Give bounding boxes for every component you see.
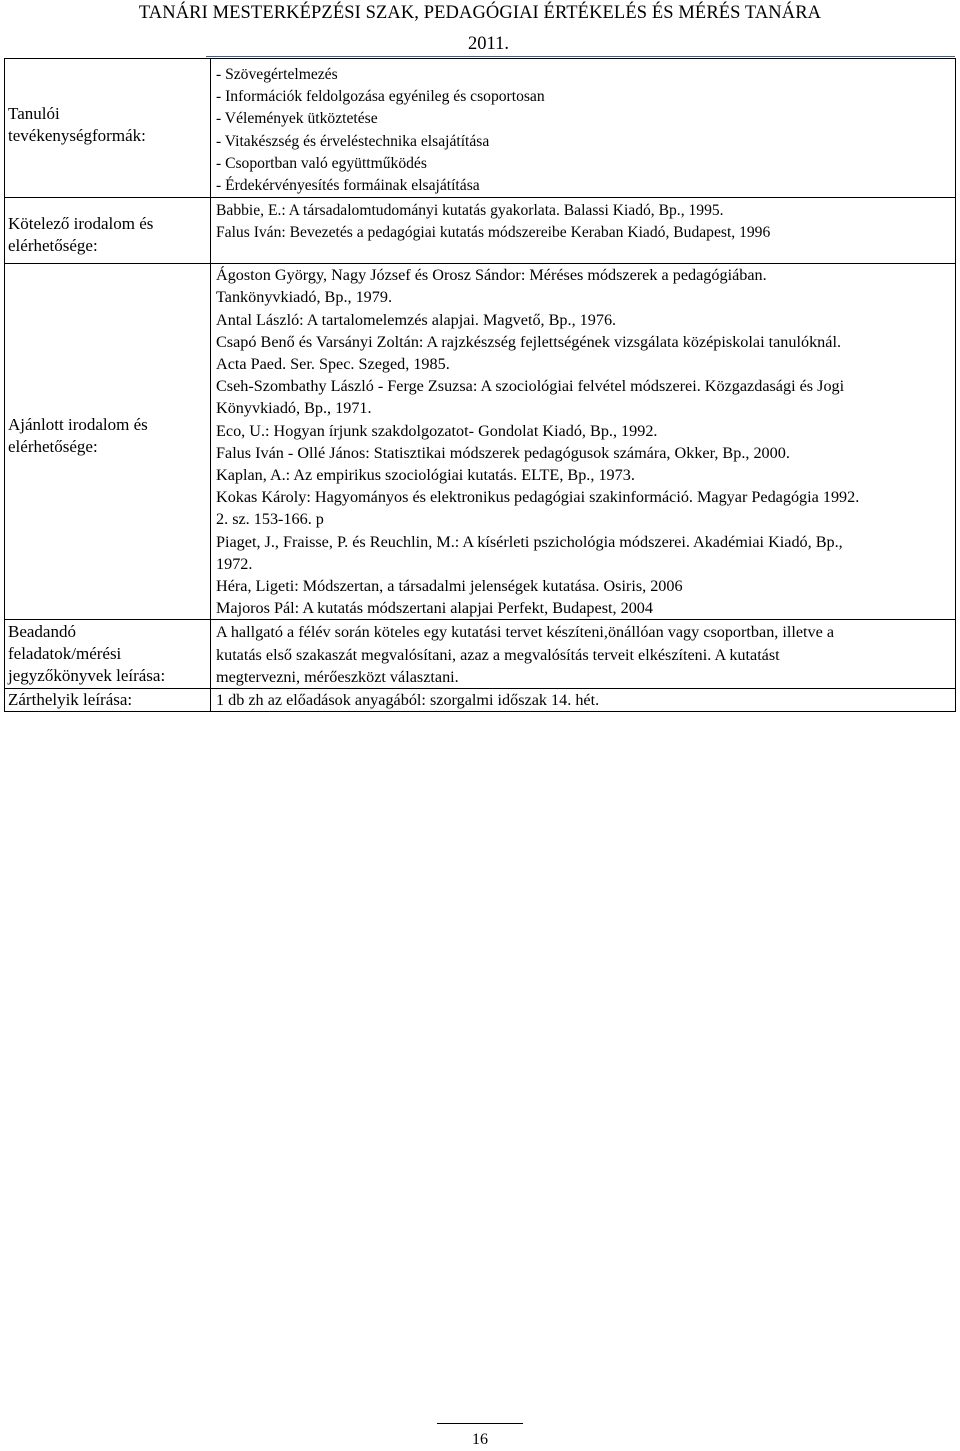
list-item: kutatás első szakaszát megvalósítani, azaz a megvalósítás terveit elkészíteni. A kutatást [216, 645, 780, 664]
label-activities-1: Tanulói [8, 104, 60, 123]
document-header-title: TANÁRI MESTERKÉPZÉSI SZAK, PEDAGÓGIAI ÉRTÉKELÉS ÉS MÉRÉS TANÁRA [138, 3, 822, 23]
label-assignments-3: jegyzőkönyvek leírása: [8, 666, 166, 686]
label-recommended-1: Ajánlott irodalom és [8, 415, 148, 435]
content-cell-recommended [211, 264, 956, 620]
list-item: - Vitakészség és érveléstechnika elsajátítása [216, 132, 490, 150]
list-item: Falus Iván - Ollé János: Statisztikai módszerek pedagógusok számára, Okker, Bp., 2000. [216, 443, 790, 462]
header-divider [206, 56, 955, 57]
label-exam-1: Zárthelyik leírása: [8, 690, 133, 710]
list-item: 1 db zh az előadások anyagából: szorgalmi időszak 14. hét. [216, 691, 600, 710]
list-item: 1972. [216, 554, 253, 573]
list-item: Antal László: A tartalomelemzés alapjai. Magvető, Bp., 1976. [216, 310, 617, 329]
list-item: Kokas Károly: Hagyományos és elektronikus pedagógiai szakinformáció. Magyar Pedagógia 1992. [216, 488, 860, 507]
list-item: Babbie, E.: A társadalomtudományi kutatás gyakorlata. Balassi Kiadó, Bp., 1995. [216, 202, 724, 220]
table-row-activities [5, 59, 956, 198]
table-row-recommended-literature [5, 264, 956, 620]
list-item: Könyvkiadó, Bp., 1971. [216, 399, 372, 418]
list-item: Csapó Benő és Varsányi Zoltán: A rajzkészség fejlettségének vizsgálata középiskolai tanulóknál. [216, 332, 841, 351]
course-description-table [4, 58, 956, 712]
content-cell-assignments [211, 620, 956, 689]
table-row-exam [5, 689, 956, 712]
label-cell-recommended [5, 264, 211, 620]
label-cell-activities [5, 59, 211, 198]
content-cell-required [211, 198, 956, 264]
label-recommended-2: elérhetősége: [8, 437, 98, 457]
list-item: Eco, U.: Hogyan írjunk szakdolgozatot- Gondolat Kiadó, Bp., 1992. [216, 421, 658, 440]
label-activities-2: tevékenységformák: [8, 126, 146, 145]
list-item: - Információk feldolgozása egyénileg és csoportosan [216, 88, 545, 106]
label-assignments-1: Beadandó [8, 622, 76, 642]
list-item: Piaget, J., Fraisse, P. és Reuchlin, M.: A kísérleti pszichológia módszerei. Akadémiai Kiadó, Bp., [216, 532, 843, 551]
list-item: Acta Paed. Ser. Spec. Szeged, 1985. [216, 355, 450, 374]
content-cell-exam [211, 689, 956, 712]
list-item: - Vélemények ütköztetése [216, 110, 378, 128]
page-number: 16 [472, 1431, 488, 1448]
list-item: - Csoportban való együttműködés [216, 154, 427, 172]
label-cell-assignments [5, 620, 211, 689]
table-row-assignments [5, 620, 956, 689]
document-header-year: 2011. [468, 34, 509, 54]
list-item: Héra, Ligeti: Módszertan, a társadalmi jelenségek kutatása. Osiris, 2006 [216, 577, 683, 596]
label-required-1: Kötelező irodalom és [8, 214, 154, 234]
list-item: A hallgató a félév során köteles egy kutatási tervet készíteni,önállóan vagy csoportban, illetve a [216, 623, 835, 642]
list-item: Cseh-Szombathy László - Ferge Zsuzsa: A szociológiai felvétel módszerei. Közgazdasági és Jogi [216, 377, 845, 396]
content-cell-activities [211, 59, 956, 198]
list-item: - Szövegértelmezés [216, 66, 338, 83]
label-cell-required [5, 198, 211, 264]
list-item: Ágoston György, Nagy József és Orosz Sándor: Méréses módszerek a pedagógiában. [216, 266, 767, 285]
list-item: 2. sz. 153-166. p [216, 510, 324, 529]
list-item: Tankönyvkiadó, Bp., 1979. [216, 288, 393, 307]
list-item: megtervezni, mérőeszközt választani. [216, 667, 459, 686]
list-item: Falus Iván: Bevezetés a pedagógiai kutatás módszereibe Keraban Kiadó, Budapest, 1996 [216, 224, 771, 242]
list-item: Kaplan, A.: Az empirikus szociológiai kutatás. ELTE, Bp., 1973. [216, 466, 635, 485]
footer-divider [437, 1423, 523, 1424]
list-item: - Érdekérvényesítés formáinak elsajátítása [216, 177, 480, 195]
label-assignments-2: feladatok/mérési [8, 644, 122, 664]
label-cell-exam [5, 689, 211, 712]
list-item: Majoros Pál: A kutatás módszertani alapjai Perfekt, Budapest, 2004 [216, 599, 653, 618]
label-required-2: elérhetősége: [8, 236, 98, 256]
table-row-required-literature [5, 198, 956, 264]
